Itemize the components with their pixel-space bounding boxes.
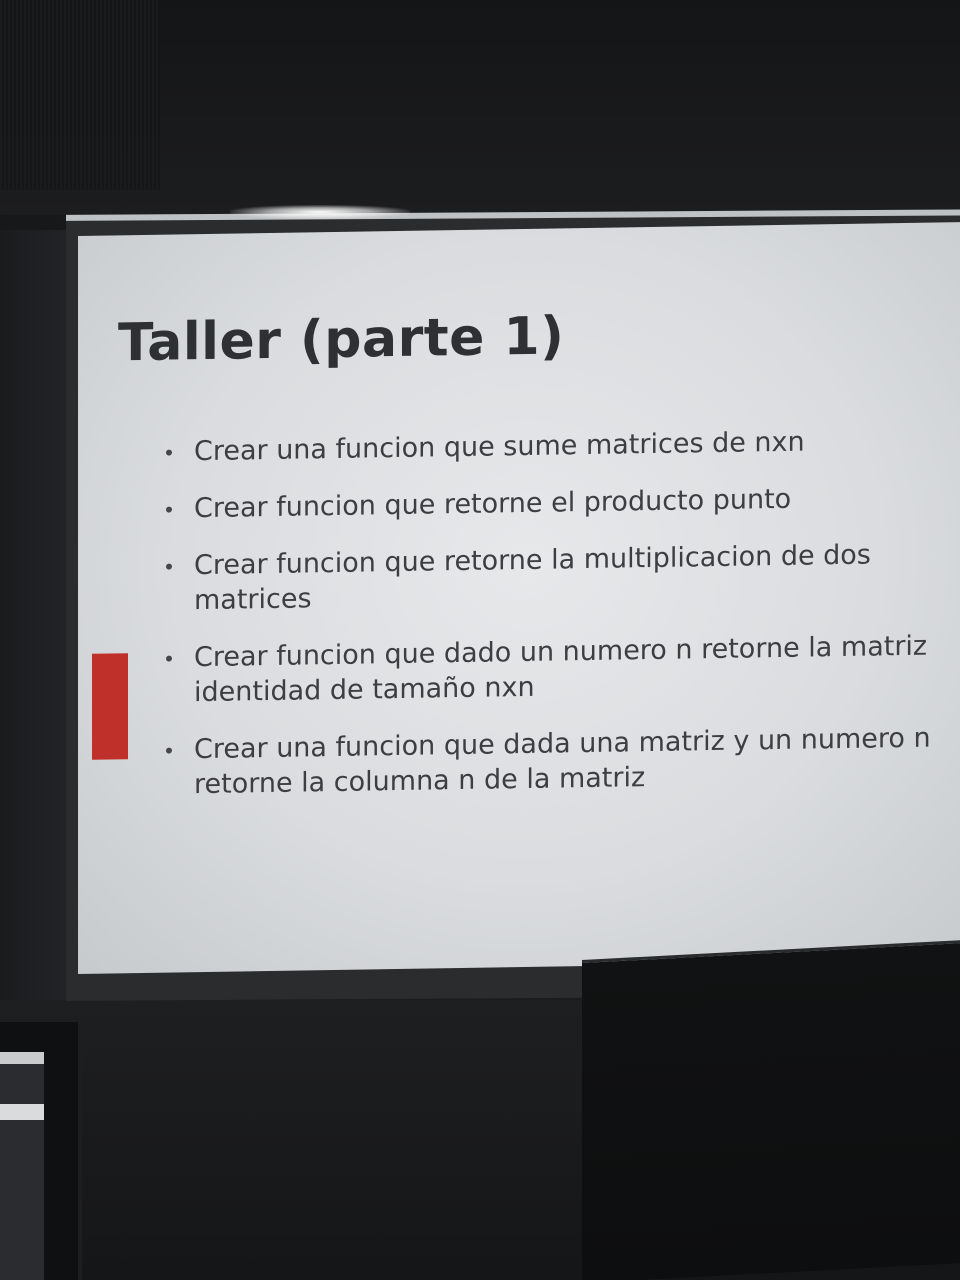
bullet-item: [166, 422, 946, 469]
laptop-toolbar: [0, 1052, 44, 1064]
bullet-icon: [166, 656, 172, 662]
bullet-text: Crear funcion que retorne el producto punto: [194, 483, 792, 525]
bullet-item: [166, 720, 946, 802]
bullet-text: Crear una funcion que dada una matriz y un numero n retorne la columna n de la matriz: [194, 722, 931, 801]
laptop: [0, 1022, 82, 1280]
bullet-list: [166, 422, 946, 824]
bullet-icon: [166, 450, 172, 456]
laptop-screen: [0, 1052, 44, 1280]
speaker-grille: [0, 0, 160, 190]
bullet-text: Crear funcion que retorne la multiplicacion de dos matrices: [194, 539, 871, 617]
bullet-item: [166, 628, 946, 710]
bullet-text: Crear funcion que dado un numero n retorne la matriz identidad de tamaño nxn: [194, 630, 928, 709]
bullet-icon: [166, 564, 172, 570]
bullet-item: [166, 479, 946, 526]
bullet-text: Crear una funcion que sume matrices de nxn: [194, 426, 805, 468]
slide-accent-bar: [92, 653, 128, 760]
bullet-icon: [166, 748, 172, 754]
laptop-window-strip: [0, 1104, 44, 1120]
bullet-item: [166, 536, 946, 618]
slide-title: Taller (parte 1): [118, 306, 565, 374]
screen-glare: [230, 205, 410, 219]
monitor: [582, 939, 960, 1280]
projected-slide: [78, 222, 960, 974]
bullet-icon: [166, 507, 172, 513]
left-cabinet: [0, 230, 70, 1030]
